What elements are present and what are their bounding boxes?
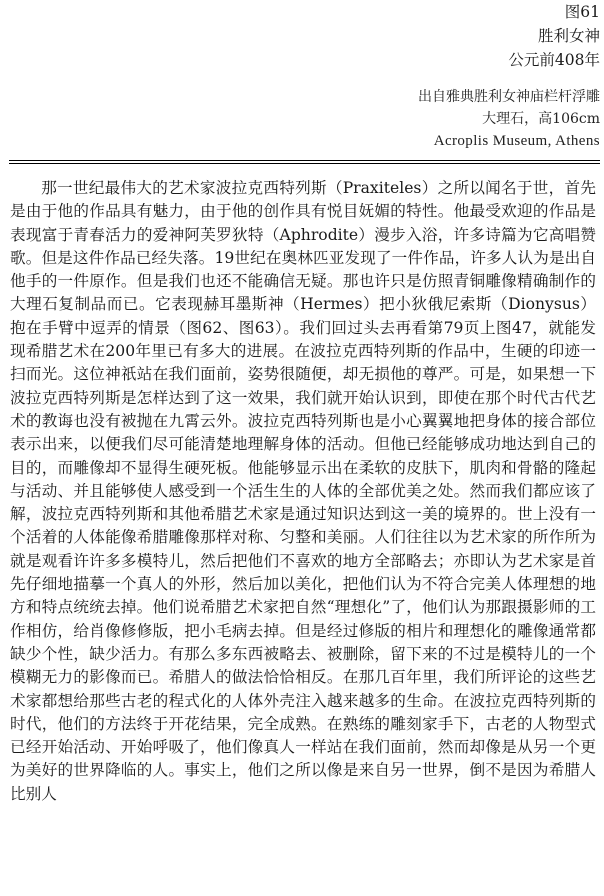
- source-museum: Acroplis Museum, Athens: [433, 133, 600, 149]
- figure-caption: [508, 0, 600, 72]
- figure-title: 胜利女神: [537, 27, 600, 45]
- source-caption: [418, 86, 600, 152]
- figure-date: 公元前408年: [508, 51, 600, 69]
- source-origin: 出自雅典胜利女神庙栏杆浮雕: [418, 89, 600, 105]
- source-material: 大理石，高106cm: [482, 111, 600, 127]
- figure-number: 图61: [564, 3, 600, 21]
- body-paragraph: 那一世纪最伟大的艺术家波拉克西特列斯（Praxiteles）之所以闻名于世，首先是由于他的作品具有魅力，由于他的创作具有悦目妩媚的特性。他最受欢迎的作品是表现富于青春活力的爱神阿芙罗狄特（Aphrodite）漫步入浴，许多诗篇为它高唱赞歌。但是这件作品已经失落。19世纪在奥林匹亚发现了一件作品，许多人认为是出自他手的一件原作。但是我们也还不能确信无疑。那也许只是仿照青铜雕像精确制作的大理石复制品而已。它表现赫耳墨斯神（Hermes）把小狄俄尼索斯（Dionysus）抱在手臂中逗弄的情景（图62、图63）。我们回过头去再看第79页上图47，就能发现希腊艺术在200年里已有多大的进展。在波拉克西特列斯的作品中，生硬的印迹一扫而光。这位神祇站在我们面前，姿势很随便，却无损他的尊严。可是，如果想一下波拉克西特列斯是怎样达到了这一效果，我们就开始认识到，即使在那个时代古代艺术的教诲也没有被抛在九霄云外。波拉克西特列斯也是小心翼翼地把身体的接合部位表示出来，以便我们尽可能清楚地理解身体的活动。但他已经能够成功地达到自己的目的，而雕像却不显得生硬死板。他能够显示出在柔软的皮肤下，肌肉和骨骼的隆起与活动、并且能够使人感受到一个活生生的人体的全部优美之处。然而我们都应该了解，波拉克西特列斯和其他希腊艺术家是通过知识达到这一美的境界的。世上没有一个活着的人体能像希腊雕像那样对称、匀整和美丽。人们往往以为艺术家的所作所为就是观看许许多多模特儿，然后把他们不喜欢的地方全部略去；亦即认为艺术家是首先仔细地描摹一个真人的外形，然后加以美化，把他们认为不符合完美人体理想的地方和特点统统去掉。他们说希腊艺术家把自然“理想化”了，他们认为那跟摄影师的工作相仿，给肖像修修版，把小毛病去掉。但是经过修版的相片和理想化的雕像通常都缺少个性，缺少活力。有那么多东西被略去、被删除，留下来的不过是模特儿的一个模糊无力的影像而已。希腊人的做法恰恰相反。在那几百年里，我们所评论的这些艺术家都想给那些古老的程式化的人体外壳注入越来越多的生命。在波拉克西特列斯的时代，他们的方法终于开花结果，完全成熟。在熟练的雕刻家手下，古老的人物型式已经开始活动、开始呼吸了，他们像真人一样站在我们面前，然而却像是从另一个更为美好的世界降临的人。事实上，他们之所以像是来自另一世界，倒不是因为希腊人比别人: [10, 179, 596, 803]
- divider-rule: [9, 160, 600, 164]
